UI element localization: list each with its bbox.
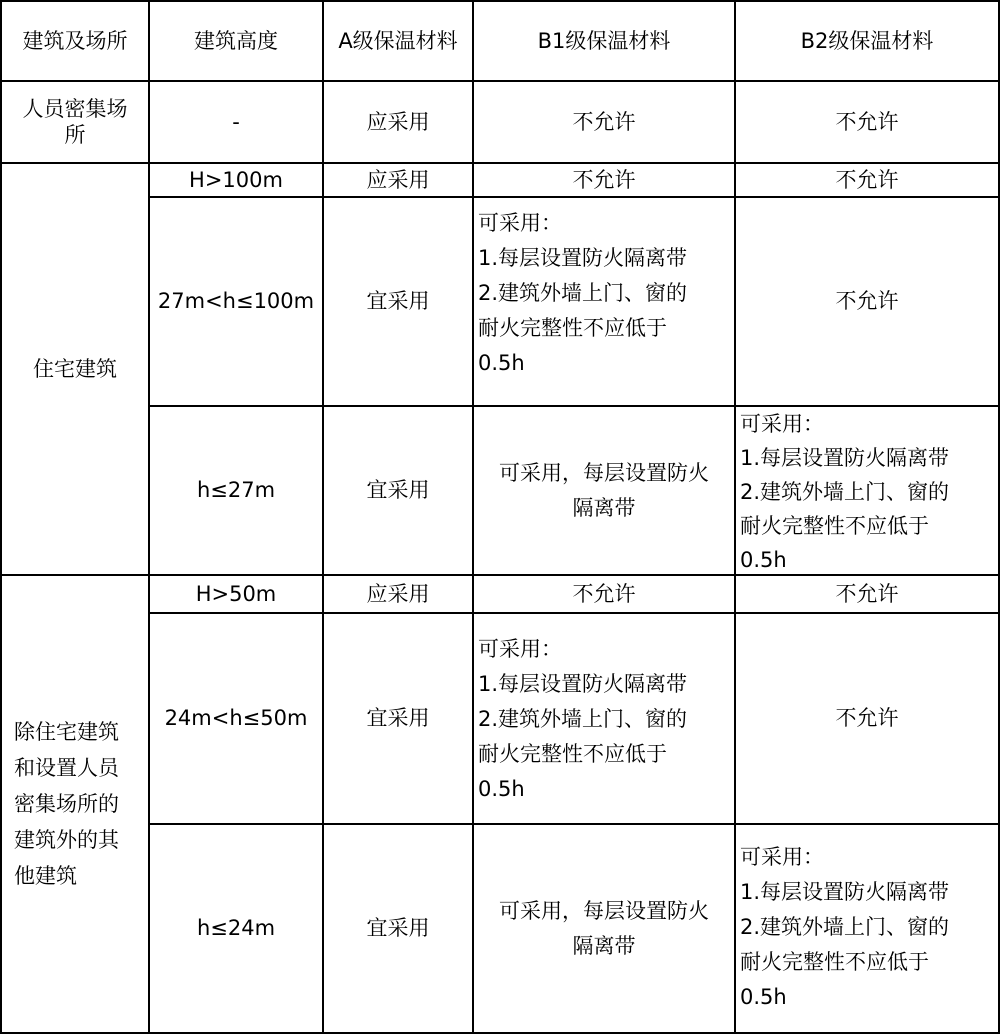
cell-height: h≤24m bbox=[196, 916, 276, 941]
cell-class-a: 宜采用 bbox=[366, 706, 430, 731]
cell-class-b1: 可采用： 1.每层设置防火隔离带 2.建筑外墙上门、窗的 耐火完整性不应低于 0.5h bbox=[478, 637, 688, 801]
cell-class-b2: 不允许 bbox=[835, 289, 899, 314]
cell-class-b1: 可采用，每层设置防火 隔离带 bbox=[499, 460, 709, 520]
header-class-a: A级保温材料 bbox=[338, 28, 458, 53]
group-other-buildings: 除住宅建筑 和设置人员 密集场所的 建筑外的其 他建筑 bbox=[14, 720, 119, 888]
cell-class-b1: 不允许 bbox=[572, 109, 636, 134]
cell-class-a: 应采用 bbox=[366, 581, 430, 606]
cell-class-b2: 不允许 bbox=[835, 109, 899, 134]
cell-class-a: 宜采用 bbox=[366, 289, 430, 314]
group-residential: 住宅建筑 bbox=[33, 356, 117, 381]
cell-class-a: 宜采用 bbox=[366, 478, 430, 503]
cell-class-b2: 不允许 bbox=[835, 167, 899, 192]
header-building-type: 建筑及场所 bbox=[22, 28, 128, 53]
cell-class-a: 应采用 bbox=[366, 167, 430, 192]
cell-height: H>50m bbox=[195, 581, 277, 606]
cell-height: 24m<h≤50m bbox=[164, 706, 308, 731]
cell-class-b2: 可采用： 1.每层设置防火隔离带 2.建筑外墙上门、窗的 耐火完整性不应低于 0.5h bbox=[740, 845, 950, 1009]
cell-class-a: 应采用 bbox=[366, 109, 430, 134]
header-class-b2: B2级保温材料 bbox=[800, 28, 934, 53]
cell-height: H>100m bbox=[189, 167, 283, 192]
cell-class-b1: 可采用，每层设置防火 隔离带 bbox=[499, 898, 709, 958]
cell-class-b1: 不允许 bbox=[572, 167, 636, 192]
cell-class-a: 宜采用 bbox=[366, 916, 430, 941]
cell-height: 27m<h≤100m bbox=[157, 289, 315, 314]
header-class-b1: B1级保温材料 bbox=[537, 28, 671, 53]
cell-class-b2: 不允许 bbox=[835, 581, 899, 606]
cell-class-b2: 不允许 bbox=[835, 706, 899, 731]
cell-class-b1: 不允许 bbox=[572, 581, 636, 606]
cell-class-b2: 可采用： 1.每层设置防火隔离带 2.建筑外墙上门、窗的 耐火完整性不应低于 0.5h bbox=[740, 412, 950, 572]
cell-height: h≤27m bbox=[196, 478, 276, 503]
cell-class-b1: 可采用： 1.每层设置防火隔离带 2.建筑外墙上门、窗的 耐火完整性不应低于 0.5h bbox=[478, 211, 688, 375]
header-building-height: 建筑高度 bbox=[194, 28, 278, 53]
group-crowded-places: 人员密集场 所 bbox=[22, 96, 128, 147]
cell-height: - bbox=[232, 109, 240, 134]
